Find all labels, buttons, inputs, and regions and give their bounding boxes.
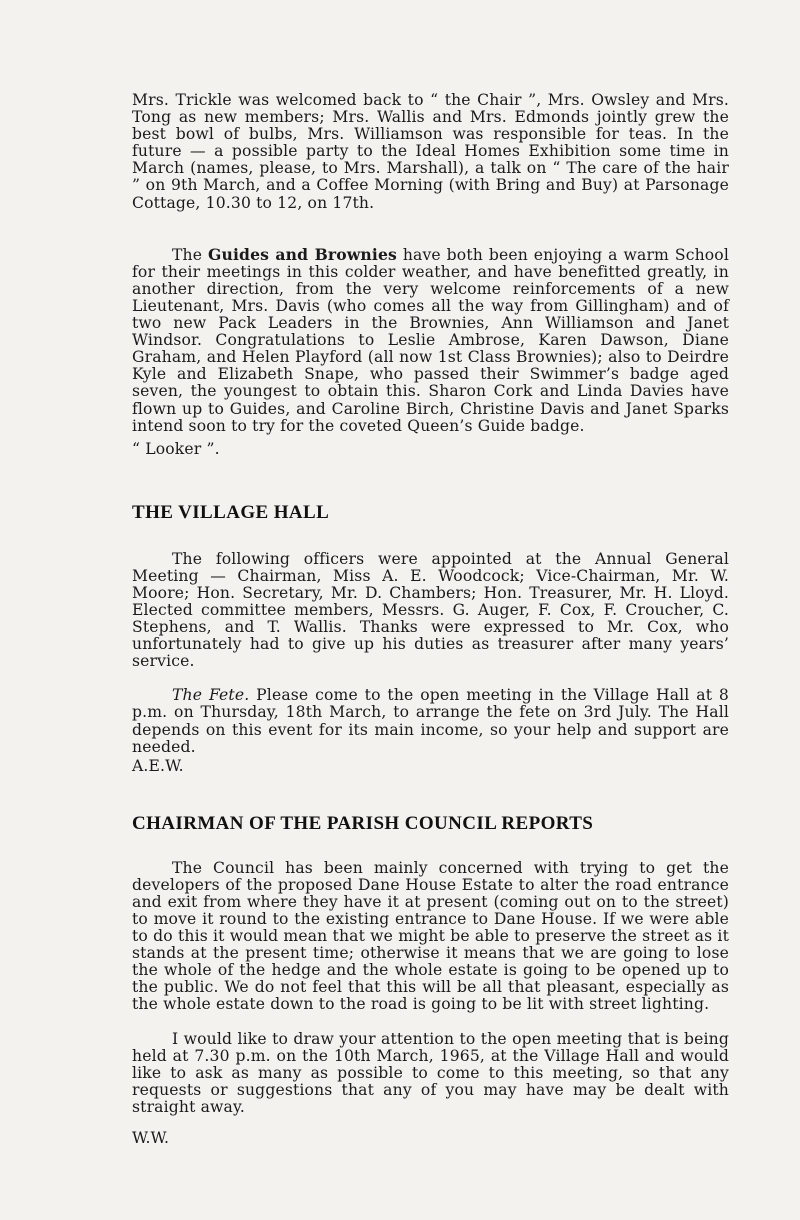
guides-bold-title: Guides and Brownies: [208, 244, 397, 264]
village-hall-heading: THE VILLAGE HALL: [132, 501, 330, 523]
intro-paragraph: Mrs. Trickle was welcomed back to “ the Chair ”, Mrs. Owsley and Mrs. Tong as new members; Mrs. Wallis and Mrs. Edmonds jointly grew the best bowl of bulbs, Mrs. Williamson was responsible for teas. In the future — a possible party to the Ideal Homes Exhibition some time in March (names, please, to Mrs. Marshall), a talk on “ The care of the hair ” on 9th March, and a Coffee Morning (with Bring and Buy) at Parsonage Cottage, 10.30 to 12, on 17th.: [132, 91, 729, 212]
village-hall-signature: A.E.W.: [132, 756, 184, 775]
village-hall-paragraph: The following officers were appointed at the Annual General Meeting — Chairman, Miss A. E. Woodcock; Vice-Chairman, Mr. W. Moore; Hon. Secretary, Mr. D. Chambers; Hon. Treasurer, Mr. H. Lloyd. Elected committee members, Messrs. G. Auger, F. Cox, F. Croucher, C. Stephens, and T. Wallis. Thanks were expressed to Mr. Cox, who unfortunately had to give up his duties as treasurer after many years’ service.: [132, 549, 729, 671]
parish-council-paragraph-2: I would like to draw your attention to the open meeting that is being held at 7.30 p.m. on the 10th March, 1965, at the Village Hall and would like to ask as many as possible to come to this meeting, so that any requests or suggestions that any of you may have may be dealt with straight away.: [132, 1029, 729, 1116]
guides-body: have both been enjoying a warm School for their meetings in this colder weather, and have benefitted greatly, in another direction, from the very welcome reinforcements of a new Lieutenant, Mrs. Davis (who comes all the way from Gillingham) and of two new Pack Leaders in the Brownies, Ann Williamson and Janet Windsor. Congratulations to Leslie Ambrose, Karen Dawson, Diane Graham, and Helen Playford (all now 1st Class Brownies); also to Deirdre Kyle and Elizabeth Snape, who passed their Swimmer’s badge aged seven, the youngest to obtain this. Sharon Cork and Linda Davies have flown up to Guides, and Caroline Birch, Christine Davis and Janet Sparks intend soon to try for the coveted Queen’s Guide badge.: [132, 245, 729, 435]
parish-council-heading: CHAIRMAN OF THE PARISH COUNCIL REPORTS: [132, 812, 594, 834]
fete-body: Please come to the open meeting in the Village Hall at 8 p.m. on Thursday, 18th March, to arrange the fete on 3rd July. The Hall depends on this event for its main income, so your help and support are needed.: [132, 686, 729, 756]
parish-council-paragraph-1: The Council has been mainly concerned with trying to get the developers of the proposed Dane House Estate to alter the road entrance and exit from where they have it at present (coming out on to the street) to move it round to the existing entrance to Dane House. If we were able to do this it would mean that we might be able to preserve the street as it stands at the present time; otherwise it means that we are going to lose the whole of the hedge and the whole estate is going to be opened up to the public. We do not feel that this will be all that pleasant, especially as the whole estate down to the road is going to be lit with street lighting.: [132, 858, 729, 1014]
fete-title: The Fete.: [172, 686, 250, 705]
guides-signature: “ Looker ”.: [132, 439, 220, 458]
parish-council-signature: W.W.: [132, 1129, 170, 1148]
guides-lead: The: [172, 245, 208, 264]
text-column: [132, 92, 729, 1147]
fete-paragraph: [132, 687, 729, 755]
guides-paragraph: [132, 246, 729, 435]
